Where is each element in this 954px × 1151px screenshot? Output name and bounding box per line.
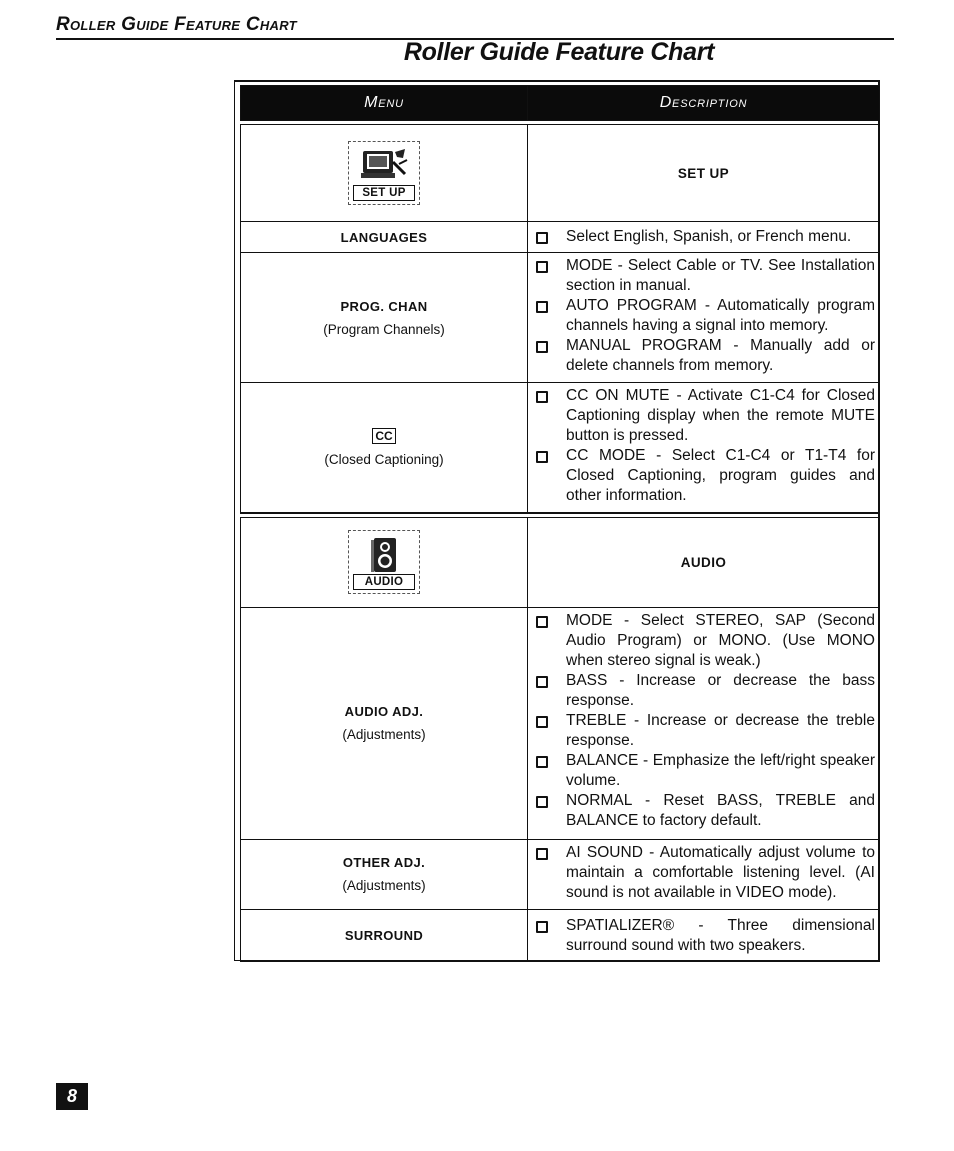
description-cell [528, 607, 880, 839]
checkbox-bullet-icon [536, 676, 548, 688]
tv-tools-icon [359, 148, 409, 182]
setup-icon-cell [241, 125, 528, 222]
closed-caption-icon: CC [372, 428, 395, 444]
menu-name: SURROUND [344, 927, 424, 943]
speaker-icon [366, 537, 402, 573]
audio-section-row [241, 517, 880, 607]
list-item: MANUAL PROGRAM - Manually add or delete channels from memory. [536, 336, 875, 376]
checkbox-bullet-icon [536, 616, 548, 628]
list-item: BALANCE - Emphasize the left/right speaker volume. [536, 751, 875, 791]
list-item: MODE - Select Cable or TV. See Installation section in manual. [536, 256, 875, 296]
checkbox-bullet-icon [536, 341, 548, 353]
list-item: AI SOUND - Automatically adjust volume to maintain a comfortable listening level. (AI sound is not available in VIDEO mode). [536, 843, 875, 903]
menu-subtitle: (Adjustments) [342, 878, 426, 893]
menu-subtitle: (Adjustments) [342, 727, 426, 742]
checkbox-bullet-icon [536, 451, 548, 463]
menu-cell [241, 909, 528, 961]
list-item: AUTO PROGRAM - Automatically program channels having a signal into memory. [536, 296, 875, 336]
running-head: Roller Guide Feature Chart [56, 12, 894, 40]
setup-icon [348, 141, 420, 205]
header-description: Description [528, 86, 880, 121]
list-item: CC ON MUTE - Activate C1-C4 for Closed Captioning display when the remote MUTE button is pressed. [536, 386, 875, 446]
description-cell [528, 909, 880, 961]
checkbox-bullet-icon [536, 756, 548, 768]
page-number: 8 [56, 1083, 88, 1110]
header-menu: Menu [241, 86, 528, 121]
audio-title: AUDIO [528, 517, 880, 607]
menu-subtitle: (Program Channels) [323, 321, 445, 337]
list-item: Select English, Spanish, or French menu. [536, 227, 875, 247]
list-item: TREBLE - Increase or decrease the treble response. [536, 711, 875, 751]
menu-name: PROG. CHAN [340, 298, 428, 314]
audio-icon [348, 530, 420, 594]
checkbox-bullet-icon [536, 921, 548, 933]
setup-section-row [241, 125, 880, 222]
audio-icon-cell [241, 517, 528, 607]
menu-cell [241, 383, 528, 513]
table-row [241, 222, 880, 253]
menu-name: AUDIO ADJ. [344, 704, 424, 719]
menu-cell [241, 607, 528, 839]
menu-cell [241, 222, 528, 253]
page-title: Roller Guide Feature Chart [403, 38, 715, 66]
description-cell [528, 253, 880, 383]
table-row [241, 253, 880, 383]
menu-cell [241, 253, 528, 383]
checkbox-bullet-icon [536, 716, 548, 728]
menu-subtitle: (Closed Captioning) [324, 451, 444, 467]
setup-icon-label: SET UP [353, 185, 415, 201]
description-cell [528, 839, 880, 909]
description-cell [528, 222, 880, 253]
table-row [241, 607, 880, 839]
list-item: SPATIALIZER® - Three dimensional surround sound with two speakers. [536, 916, 875, 956]
audio-icon-label: AUDIO [353, 574, 415, 590]
checkbox-bullet-icon [536, 232, 548, 244]
header-row [241, 86, 880, 121]
description-cell [528, 383, 880, 513]
menu-name: LANGUAGES [340, 229, 428, 245]
feature-chart-table [240, 85, 880, 962]
checkbox-bullet-icon [536, 391, 548, 403]
table-row [241, 839, 880, 909]
setup-title: SET UP [528, 125, 880, 222]
checkbox-bullet-icon [536, 796, 548, 808]
table-row [241, 383, 880, 513]
menu-name: OTHER ADJ. [342, 855, 426, 870]
checkbox-bullet-icon [536, 848, 548, 860]
table-row [241, 909, 880, 961]
list-item: CC MODE - Select C1-C4 or T1-T4 for Closed Captioning, program guides and other information. [536, 446, 875, 506]
list-item: NORMAL - Reset BASS, TREBLE and BALANCE to factory default. [536, 791, 875, 831]
checkbox-bullet-icon [536, 301, 548, 313]
checkbox-bullet-icon [536, 261, 548, 273]
list-item: MODE - Select STEREO, SAP (Second Audio Program) or MONO. (Use MONO when stereo signal is weak.) [536, 611, 875, 671]
list-item: BASS - Increase or decrease the bass response. [536, 671, 875, 711]
menu-cell [241, 839, 528, 909]
